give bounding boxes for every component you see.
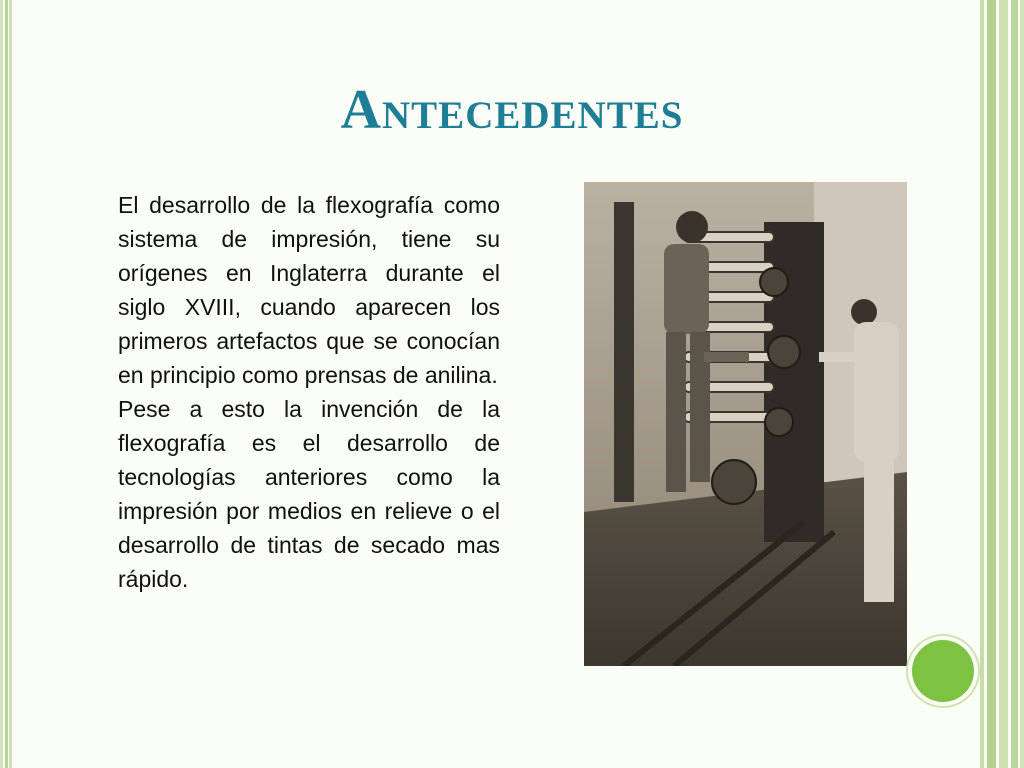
paragraph-1: El desarrollo de la flexografía como sistema de impresión, tiene su orígenes en Inglaterra durante el siglo XVIII, cuando aparecen los primeros artefactos que se conocían en principio como prensas de anilina. [118,192,500,388]
slide-body [118,188,500,596]
printing-press-photo [584,182,907,666]
green-circle-decoration [912,640,974,702]
paragraph-2: Pese a esto la invención de la flexografía es el desarrollo de tecnologías anteriores como la impresión por medios en relieve o el desarrollo de tintas de secado mas rápido. [118,396,500,592]
printing-press-photo-icon [584,182,907,666]
slide-title: Antecedentes [340,79,684,141]
